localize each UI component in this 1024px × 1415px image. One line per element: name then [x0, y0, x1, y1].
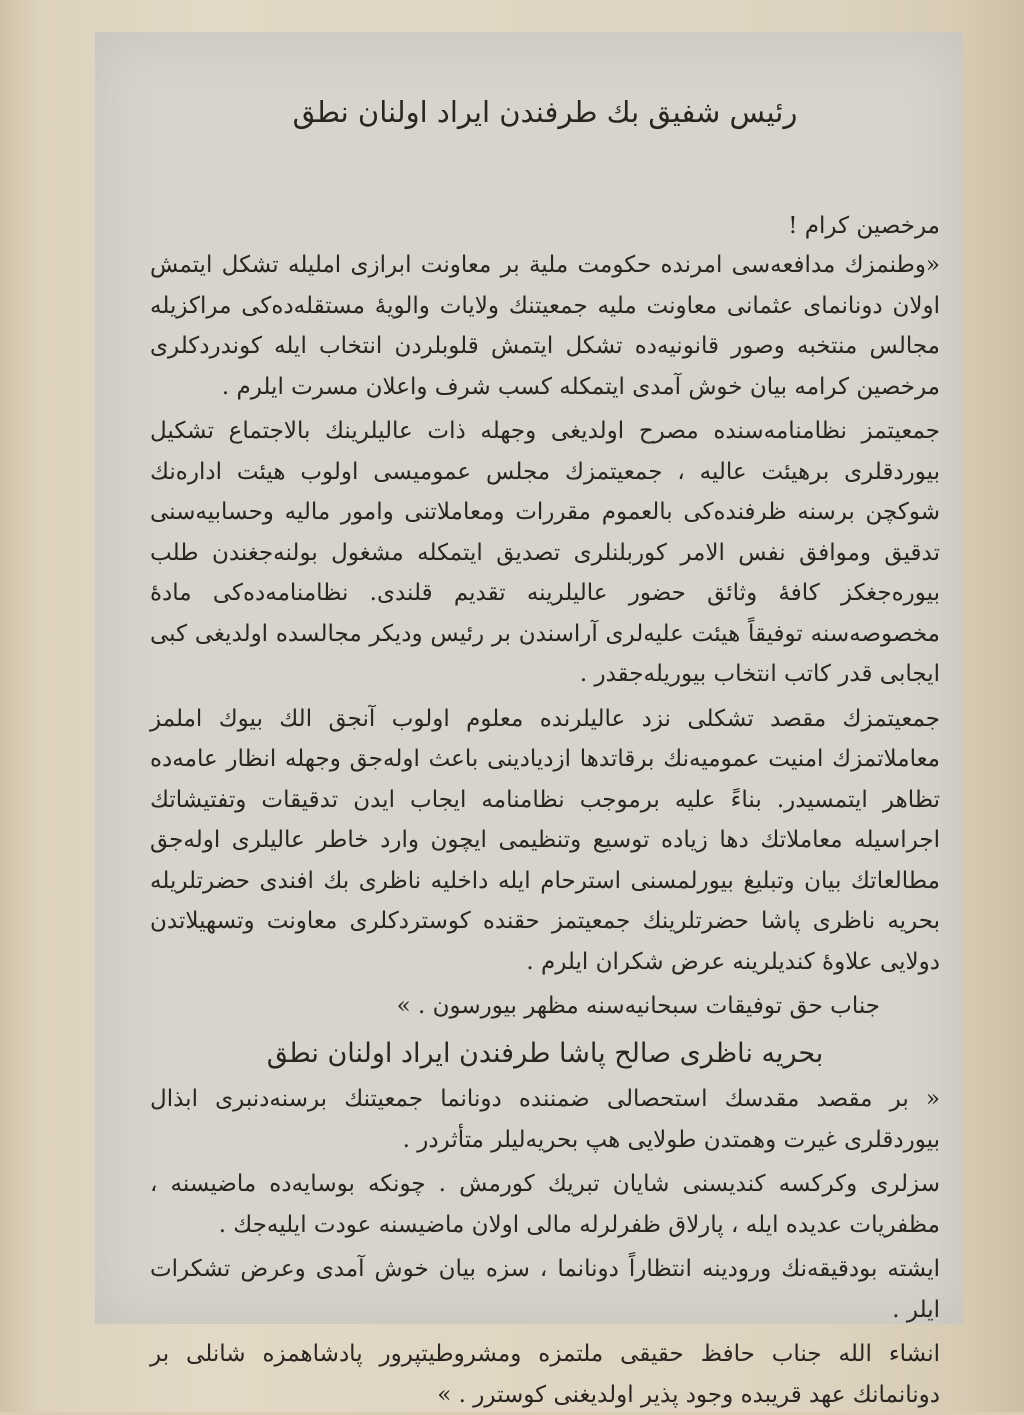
paragraph-3: جمعیتمزك مقصد تشكلی نزد عالیلرنده معلوم اولوب آنجق الك بیوك املمز معاملاتمزك امنیت عمومیه‌نك برقاتدها ازدیادینی باعث اوله‌جق وجهله انظار عامه‌ده تظاهر ایتمسیدر. بناءً علیه برموجب نظامنامه ایجاب ایدن تدقیقات وتفتیشاتك اجراسیله معاملاتك دها زیاده توسیع وتنظیمی ایچون وارد خاطر عالیلری اوله‌جق مطالعاتك بیان وتبلیغ بیورلمسنی استرحام ایله داخلیه ناظری بك افندی حضرتلریله بحریه ناظری پاشا حضرتلرینك جمعیتمز حقنده كوستردكلری معاونت وتسهیلاتدن دولایی علاوهٔ كندیلرینه عرض شكران ایلرم .	[150, 705, 940, 975]
speech-title-1: رئیس شفیق بك طرفندن ایراد اولنان نطق	[292, 95, 798, 129]
paragraph-2: جمعیتمز نظامنامه‌سنده مصرح اولدیغی وجهله ذات عالیلرینك بالاجتماع تشكیل بیوردقلری برهیئت عالیه ، جمعیتمزك مجلس عمومیسی اولوب هیئت اداره‌نك شوكچن برسنه ظرفنده‌كی بالعموم مقررات ومعاملاتنی وامور مالیه وحسابیه‌سنی تدقیق وموافق نفس الامر كوربلنلری تصدیق ایتمكله مشغول بولنه‌جغندن طلب بیوره‌جغكز كافهٔ وثائق حضور عالیلرینه تقدیم قلندی. نظامنامه‌ده‌كی مادهٔ مخصوصه‌سنه توفیقاً هیئت علیه‌لری آراسندن بر رئیس ودیكر مجالسده اولدیغی كبی ایجابی قدر كاتب انتخاب بیوریله‌جقدر .	[150, 418, 940, 687]
paragraph-6: ایشته بودقیقه‌نك ورودینه انتظاراً دونانما ، سزه بیان خوش آمدی وعرض تشكرات ایلر .	[150, 1256, 940, 1323]
salutation: مرخصین کرام !	[788, 213, 940, 239]
document-page	[150, 95, 940, 1408]
paragraph-7: انشاء الله جناب حافظ حقیقی ملتمزه ومشروطیتپرور پادشاهمزه شانلی بر دونانمانك عهد قریبده وجود پذیر اولدیغنی كوسترر . »	[150, 1341, 940, 1408]
paragraph-1: «وطنمزك مدافعه‌سی امرنده حكومت ملیة‌ بر معاونت ابرازی املیله تشكل ایتمش اولان دونانمای عثمانی معاونت ملیه جمعیتنك ولایات والویهٔ مستقله‌ده‌كی مراكزیله مجالس منتخبه وصور قانونیه‌ده تشكل ایتمش قلوبلردن انتخاب ایله كوندردكلری مرخصین كرامه بیان خوش آمدی ایتمكله كسب شرف واعلان مسرت ایلرم .	[150, 252, 940, 400]
speech-title-2: بحریه ناظری صالح پاشا طرفندن ایراد اولنان نطق	[266, 1038, 824, 1069]
paragraph-4: « بر مقصد مقدسك استحصالی ضمننده دونانما جمعیتنك برسنه‌دنبری ابذال بیوردقلری غیرت وهمتدن طولایی هپ بحریه‌لیلر متأثردر .	[150, 1086, 940, 1153]
paragraph-5: سزلری وكركسه كندیسنی شایان تبریك كورمش . چونكه بوسایه‌ده ماضیسنه ، مظفریات عدیده ایله ، پارلاق ظفرلرله مالی اولان ماضیسنه عودت ایلیه‌جك .	[150, 1171, 940, 1238]
closing-line: جناب حق توفیقات سبحانیه‌سنه مظهر بیورسون . »	[396, 993, 880, 1019]
